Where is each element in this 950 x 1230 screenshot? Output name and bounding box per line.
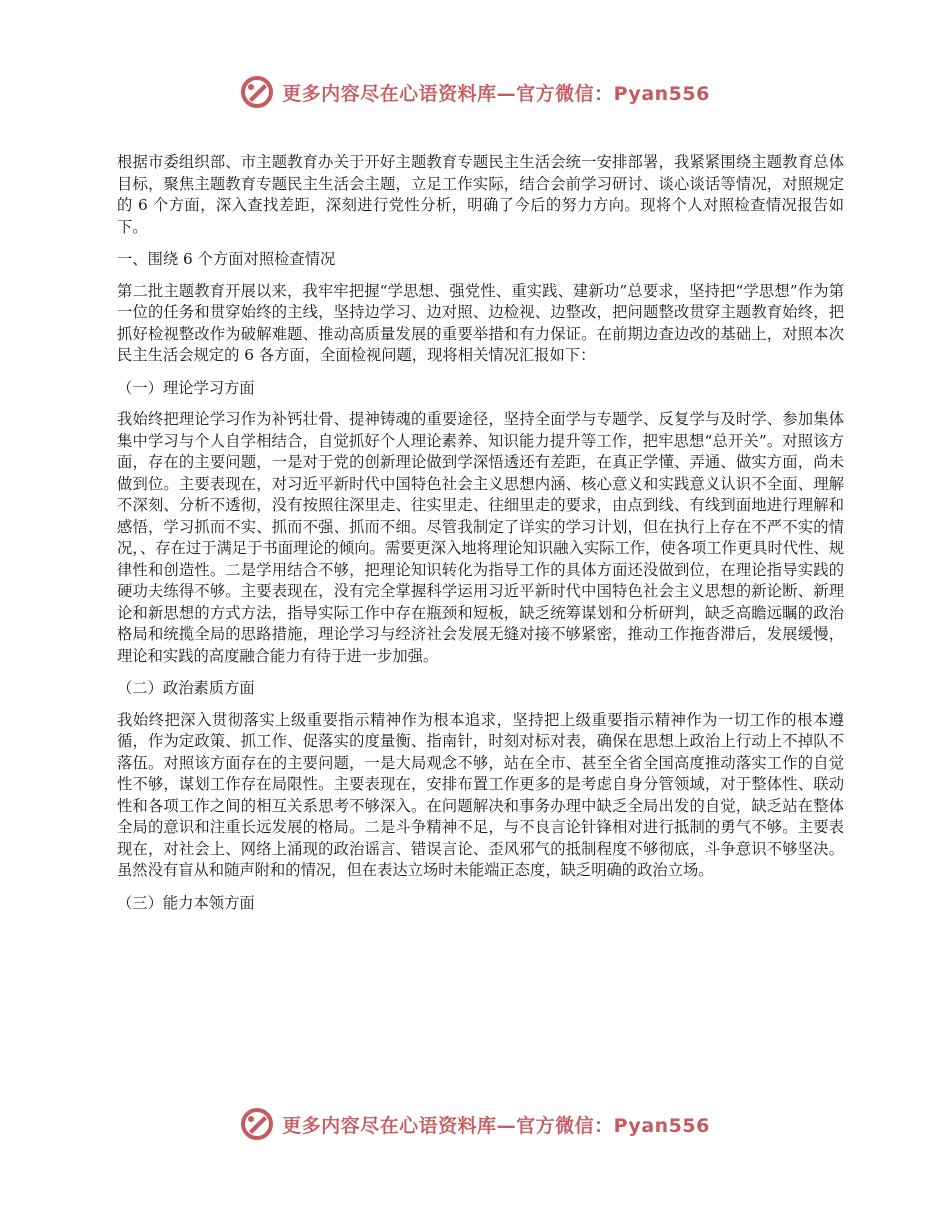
- subsection-1-heading: （一）理论学习方面: [117, 378, 255, 397]
- red-seal-logo-icon: [240, 1107, 274, 1141]
- header-banner-text: 更多内容尽在心语资料库—官方微信：Pyan556: [282, 82, 710, 105]
- subsection-1-paragraph: 我始终把理论学习作为补钙壮骨、提神铸魂的重要途径，坚持全面学与专题学、反复学与及时学、参加集体集中学习与个人自学相结合，自觉抓好个人理论素养、知识能力提升等工作，把牢思想“总开关”。对照该方面，存在的主要问题，一是对于党的创新理论做到学深悟透还有差距，在真正学懂、弄通、做实方面，尚未做到位。主要表现在，对习近平新时代中国特色社会主义思想内涵、核心意义和实践意义认识不全面、理解不深刻、分析不透彻，没有按照往深里走、往实里走、往细里走的要求，由点到线、有线到面地进行理解和感悟，学习抓而不实、抓而不强、抓而不细。尽管我制定了详实的学习计划，但在执行上存在不严不实的情况，、存在过于满足于书面理论的倾向。需要更深入地将理论知识融入实际工作，使各项工作更具时代性、规律性和创造性。二是学用结合不够，把理论知识转化为指导工作的具体方面还没做到位，在理论指导实践的硬功夫练得不够。主要表现在，没有完全掌握科学运用习近平新时代中国特色社会主义思想的新论断、新理论和新思想的方式方法，指导实际工作中存在瓶颈和短板，缺乏统筹谋划和分析研判，缺乏高瞻远瞩的政治格局和统揽全局的思路措施，理论学习与经济社会发展无缝对接不够紧密，推动工作拖沓滞后，发展缓慢，理论和实践的高度融合能力有待于进一步加强。: [117, 410, 844, 665]
- subsection-3-heading: （三）能力本领方面: [117, 893, 255, 912]
- red-seal-logo-icon: [240, 75, 274, 109]
- section-1-heading: 一、围绕 6 个方面对照检查情况: [117, 250, 336, 268]
- header-banner: [0, 70, 950, 114]
- section-1-paragraph: 第二批主题教育开展以来，我牢牢把握“学思想、强党性、重实践、建新功”总要求，坚持把“学思想”作为第一位的任务和贯穿始终的主线，坚持边学习、边对照、边检视、边整改，把问题整改贯穿主题教育始终，把抓好检视整改作为破解难题、推动高质量发展的重要举措和有力保证。在前期边查边改的基础上，对照本次民主生活会规定的 6 各方面，全面检视问题，现将相关情况汇报如下：: [117, 281, 844, 364]
- document-body: [117, 152, 844, 914]
- subsection-2-paragraph: 我始终把深入贯彻落实上级重要指示精神作为根本追求，坚持把上级重要指示精神作为一切工作的根本遵循，作为定政策、抓工作、促落实的度量衡、指南针，时刻对标对表，确保在思想上政治上行动上不掉队不落伍。对照该方面存在的主要问题，一是大局观念不够，站在全市、甚至全省全国高度推动落实工作的自觉性不够，谋划工作存在局限性。主要表现在，安排布置工作更多的是考虑自身分管领域，对于整体性、联动性和各项工作之间的相互关系思考不够深入。在问题解决和事务办理中缺乏全局出发的自觉，缺乏站在整体全局的意识和注重长远发展的格局。二是斗争精神不足，与不良言论针锋相对进行抵制的勇气不够。主要表现在，对社会上、网络上涌现的政治谣言、错误言论、歪风邪气的抵制程度不够彻底，斗争意识不够坚决。虽然没有盲从和随声附和的情况，但在表达立场时未能端正态度，缺乏明确的政治立场。: [117, 710, 844, 879]
- footer-banner: [0, 1102, 950, 1146]
- footer-banner-text: 更多内容尽在心语资料库—官方微信：Pyan556: [282, 1114, 710, 1137]
- intro-paragraph: 根据市委组织部、市主题教育办关于开好主题教育专题民主生活会统一安排部署，我紧紧围绕主题教育总体目标，聚焦主题教育专题民主生活会主题，立足工作实际，结合会前学习研讨、谈心谈话等情况，对照规定的 6 个方面，深入查找差距，深刻进行党性分析，明确了今后的努力方向。现将个人对照检查情况报告如下。: [117, 153, 844, 236]
- subsection-2-heading: （二）政治素质方面: [117, 679, 255, 697]
